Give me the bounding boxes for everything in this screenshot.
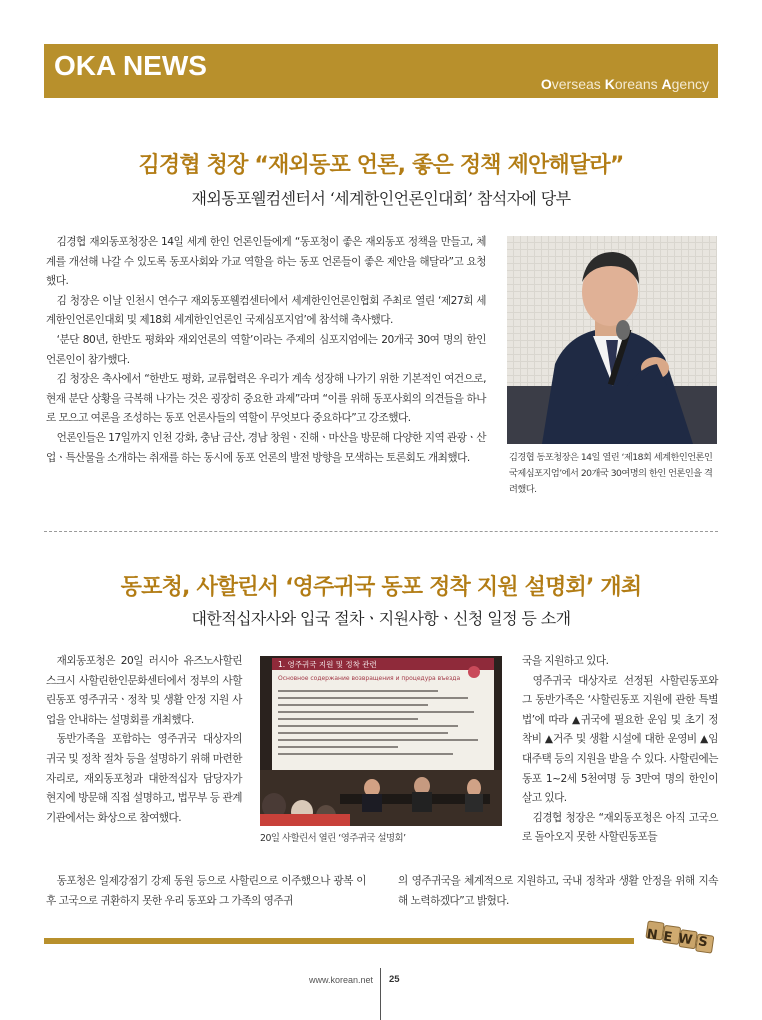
article2-paragraph: 동반가족을 포함하는 영주귀국 대상자의 귀국 및 정착 절차 등을 설명하기 위해 마련한 자리로, 재외동포청과 대한적십자 담당자가 현지에 방문해 직접 설명하고, 법무부 등 관계기관에서는 화상으로 참여했다. <box>46 733 242 824</box>
footer-separator <box>380 968 381 1020</box>
subtitle-initial: A <box>661 76 672 92</box>
article2-paragraph: 동포청은 일제강점기 강제 동원 등으로 사할린으로 이주했으나 광복 이후 고국으로 귀환하지 못한 우리 동포와 그 가족의 영주귀 <box>46 875 366 907</box>
article1-headline: 김경협 청장 “재외동포 언론, 좋은 정책 제안해달라” <box>138 153 624 178</box>
subtitle-part: oreans <box>614 76 662 92</box>
article1-paragraph: 김경협 재외동포청장은 14일 세계 한인 언론인들에게 “동포청이 좋은 재외동포 정책을 만들고, 체계를 개선해 나갈 수 있도록 동포사회와 가교 역할을 하는 동포 언론들이 좋은 제안을 해달라”고 요청했다. <box>46 236 486 288</box>
article2-headline: 동포청, 사할린서 ‘영주귀국 동포 정착 지원 설명회’ 개최 <box>120 575 642 600</box>
presentation-photo <box>260 656 502 826</box>
subtitle-part: verseas <box>551 76 605 92</box>
article2-paragraph: 재외동포청은 20일 러시아 유즈노사할린스크시 사할린한인문화센터에서 정부의 사할린동포 영주귀국ㆍ정착 및 생활 안정 지원 사업을 안내하는 설명회를 개최했다. <box>46 655 242 726</box>
article2-paragraph: 국을 지원하고 있다. <box>522 655 609 667</box>
article2-photo-caption: 20일 사할린서 열린 ‘영주귀국 설명회’ <box>260 833 406 844</box>
page-number: 25 <box>389 974 400 985</box>
subtitle-initial: O <box>540 76 552 92</box>
subtitle-initial: K <box>604 76 615 92</box>
speaker-photo <box>507 236 717 444</box>
article1-paragraph: 김 청장은 축사에서 “한반도 평화, 교류협력은 우리가 계속 성장해 나가기 위한 기본적인 여건으로, 현재 분단 상황을 극복해 나가는 것은 굉장히 중요한 과제”라며 “이를 위해 동포사회의 의견들을 하나로 모으고 여론을 조성하는 동포 언론사들의 역할이 무엇보다 중요하다”고 강조했다. <box>46 373 486 425</box>
footer-url[interactable]: www.korean.net <box>308 975 373 985</box>
article2-bottom-right <box>398 872 718 911</box>
header-subtitle <box>541 76 709 92</box>
article2-paragraph: 영주귀국 대상자로 선정된 사할린동포와 그 동반가족은 ‘사할린동포 지원에 관한 특별법’에 따라 ▲귀국에 필요한 운임 및 초기 정착비 ▲거주 및 생활 시설에 대한 운영비 ▲임대주택 등의 지원을 받을 수 있다. 사할린에는 동포 1~2세 5천여명 등 3만여 명의 한인이 살고 있다. <box>522 674 718 805</box>
article2-paragraph: 김경협 청장은 “재외동포청은 아직 고국으로 돌아오지 못한 사할린동포들 <box>522 811 718 844</box>
article2-col-left <box>46 652 242 828</box>
article1-photo-caption: 김경협 동포청장은 14일 열린 ‘제18회 세계한인언론인 국제심포지엄’에서 20개국 30여명의 한인 언론인을 격려했다. <box>509 452 713 495</box>
article2-bottom-left <box>46 872 366 911</box>
article2-subhead: 대한적십자사와 입국 절차ㆍ지원사항ㆍ신청 일정 등 소개 <box>191 609 571 628</box>
footer-bar <box>44 938 634 944</box>
article1-body <box>46 233 486 468</box>
header-title: OKA NEWS <box>54 50 207 81</box>
article2-col-right <box>522 652 718 848</box>
article2-photo <box>260 656 502 826</box>
article1-paragraph: 언론인들은 17일까지 인천 강화, 충남 금산, 경남 창원ㆍ진해ㆍ마산을 방문해 다양한 지역 관광ㆍ산업ㆍ특산물을 소개하는 취재를 하는 동시에 동포 언론의 발전 방향을 모색하는 토론회도 개최했다. <box>46 431 486 464</box>
slide-subtitle: Основное содержание возвращения и процедура въезда <box>278 675 461 682</box>
subtitle-part: gency <box>671 76 709 92</box>
news-badge-icon <box>640 916 726 964</box>
article1-photo <box>507 236 717 444</box>
news-badge-text: NEWS <box>645 926 715 952</box>
header-bar <box>44 44 718 98</box>
slide-title: 1. 영주귀국 지원 및 정착 관련 <box>278 660 377 669</box>
article1-paragraph: 김 청장은 이날 인천시 연수구 재외동포웰컴센터에서 세계한인언론인협회 주최로 열린 ‘제27회 세계한인언론인대회 및 제18회 세계한인언론인 국제심포지엄’에 참석해 축사했다. <box>46 294 486 327</box>
article1-paragraph: ‘분단 80년, 한반도 평화와 재외언론의 역할’이라는 주제의 심포지엄에는 20개국 30여 명의 한인 언론인이 참가했다. <box>46 333 486 366</box>
section-divider <box>44 531 718 532</box>
news-badge <box>640 916 726 964</box>
article2-paragraph: 의 영주귀국을 체계적으로 지원하고, 국내 정착과 생활 안정을 위해 지속해 노력하겠다”고 밝혔다. <box>398 875 718 907</box>
article1-subhead: 재외동포웰컴센터서 ‘세계한인언론인대회’ 참석자에 당부 <box>191 189 571 208</box>
